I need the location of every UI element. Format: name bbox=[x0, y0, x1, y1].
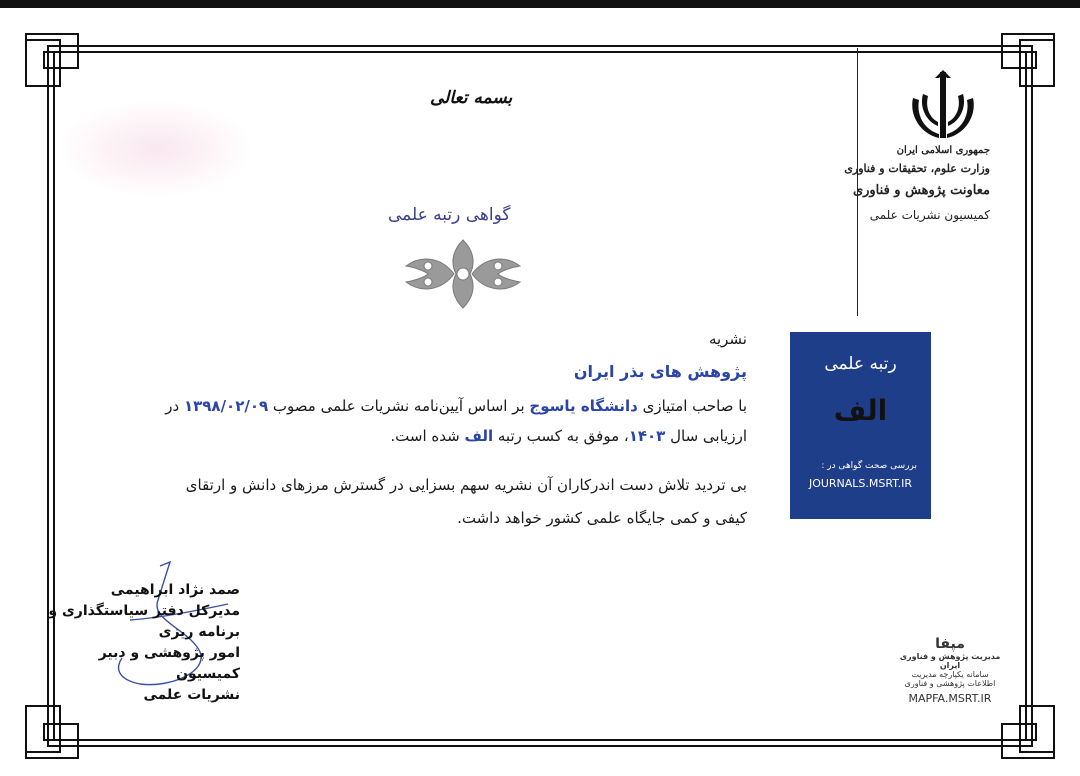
certificate-title: گواهی رتبه علمی bbox=[388, 205, 511, 225]
journal-label: نشریه bbox=[708, 330, 747, 348]
body-line-1 bbox=[47, 391, 747, 421]
ornament-icon bbox=[398, 236, 528, 312]
mapfa-line-1: مدیریت پژوهش و فناوری ایران bbox=[899, 652, 1001, 670]
body-line-1-b: بر اساس آیین‌نامه نشریات علمی مصوب bbox=[268, 397, 530, 415]
mapfa-line-2: سامانه یکپارچه مدیریت bbox=[911, 670, 989, 679]
mapfa-block bbox=[890, 636, 1010, 705]
badge-rank: الف bbox=[833, 394, 888, 427]
ministry-header bbox=[844, 142, 990, 224]
bismillah: بسمه تعالی bbox=[430, 88, 513, 108]
top-edge bbox=[0, 0, 1080, 8]
body-line-2-b: ، موفق به کسب رتبه bbox=[493, 427, 629, 445]
ministry-line-3: معاونت پژوهش و فناوری bbox=[852, 183, 990, 198]
rank-badge bbox=[790, 332, 931, 519]
signatory-role-1: مدیرکل دفتر سیاستگذاری و برنامه ریزی bbox=[48, 603, 240, 640]
body-line-1-c: در bbox=[165, 397, 184, 415]
ministry-line-1: جمهوری اسلامی ایران bbox=[896, 145, 990, 156]
signatory-role-3: نشریات علمی bbox=[143, 687, 240, 703]
signatory-role-2: امور پژوهشی و دبیر کمیسیون bbox=[98, 645, 240, 682]
body-line-2-c: شده است. bbox=[390, 427, 465, 445]
ministry-line-2: وزارت علوم، تحقیقات و فناوری bbox=[844, 162, 990, 175]
approval-date: ۱۳۹۸/۰۲/۰۹ bbox=[183, 397, 269, 415]
owner-name: دانشگاه یاسوج bbox=[529, 397, 638, 415]
body-line-2 bbox=[47, 421, 747, 451]
evaluation-year: ۱۴۰۳ bbox=[628, 427, 666, 445]
badge-title: رتبه علمی bbox=[824, 354, 897, 374]
body-line-2-a: ارزیابی سال bbox=[665, 427, 747, 445]
journal-name: پژوهش های بذر ایران bbox=[573, 362, 747, 381]
iran-emblem-icon bbox=[905, 68, 981, 144]
closing-line-1: بی تردید تلاش دست اندرکاران آن نشریه سهم بسزایی در گسترش مرزهای دانش و ارتقای bbox=[185, 476, 747, 494]
mapfa-logo-icon: مپفا bbox=[935, 636, 965, 652]
certificate-body bbox=[47, 330, 747, 535]
rank-inline: الف bbox=[464, 427, 494, 445]
ministry-line-4: کمیسیون نشریات علمی bbox=[869, 208, 990, 222]
mapfa-url-link[interactable]: MAPFA.MSRT.IR bbox=[908, 692, 992, 705]
closing-line-2: کیفی و کمی جایگاه علمی کشور خواهد داشت. bbox=[457, 509, 747, 527]
closing-paragraph bbox=[47, 469, 747, 535]
signature-block bbox=[30, 580, 240, 706]
mapfa-line-3: اطلاعات پژوهشی و فناوری bbox=[904, 679, 996, 688]
blurred-area bbox=[58, 100, 254, 198]
badge-verify-text: بررسی صحت گواهی در : bbox=[821, 461, 917, 471]
signatory-name: صمد نژاد ابراهیمی bbox=[110, 582, 240, 598]
body-line-1-a: با صاحب امتیازی bbox=[637, 397, 747, 415]
badge-url-link[interactable]: JOURNALS.MSRT.IR bbox=[808, 477, 913, 490]
